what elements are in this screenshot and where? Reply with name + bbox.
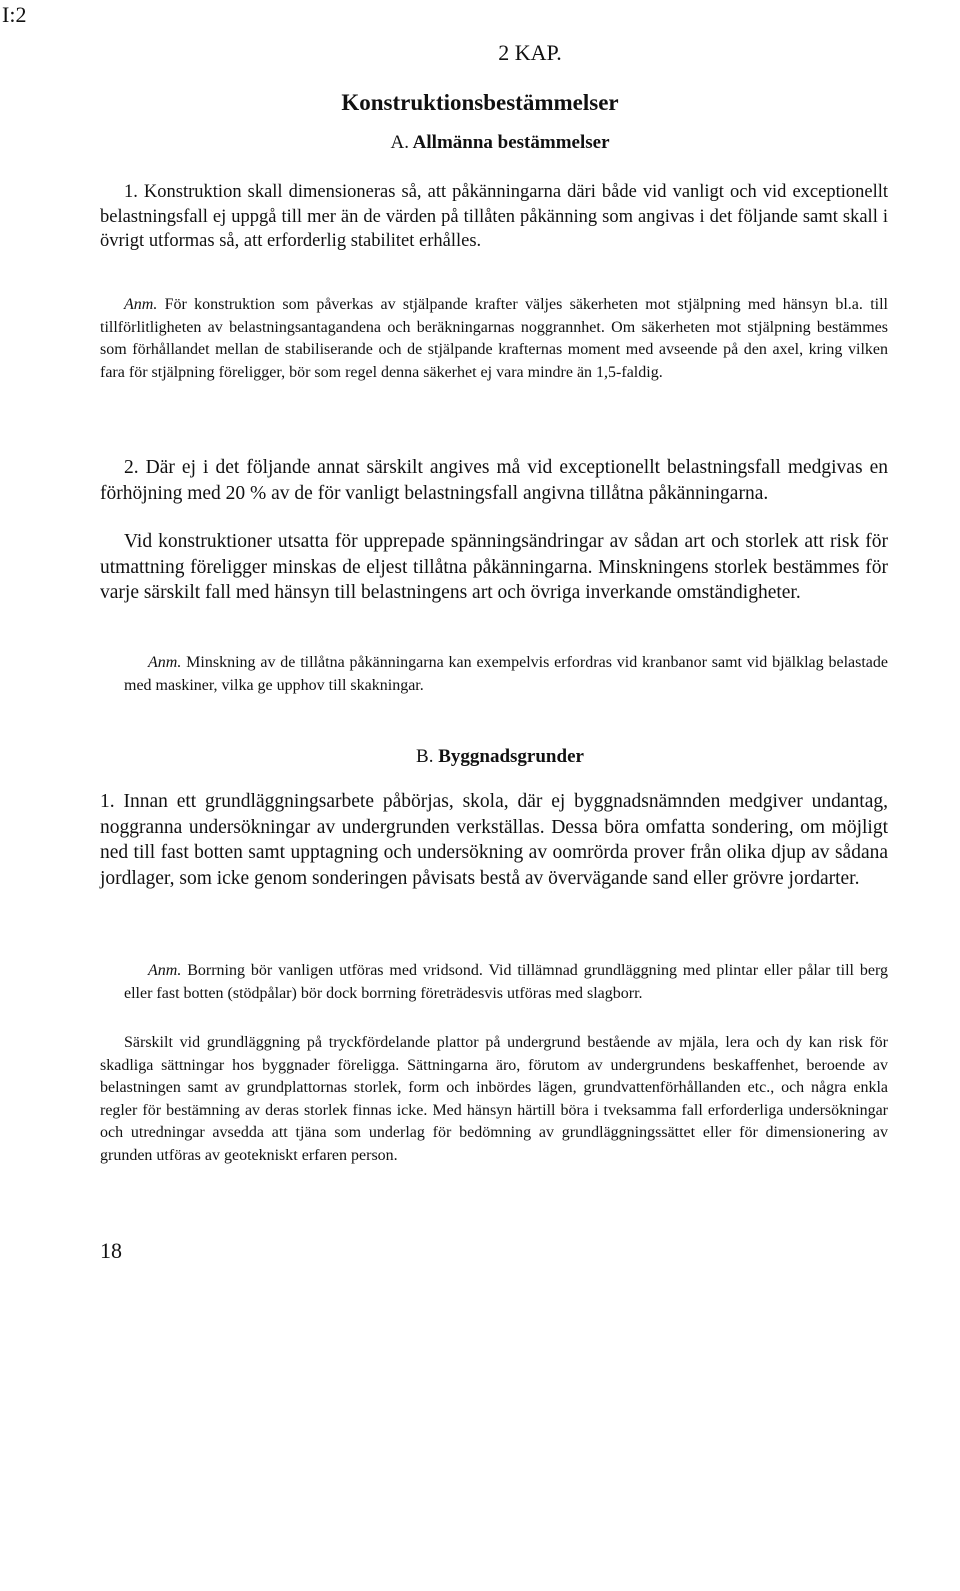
page-corner-label: I:2 <box>2 2 27 27</box>
section-b-title: Byggnadsgrunder <box>438 746 584 767</box>
note-text: Borrning bör vanligen utföras med vridsond. Vid tillämnad grundläggning med plintar eller pålar till berg eller fast botten (stödpålar) bör dock borrning företrädesvis utföras med slagborr. <box>124 962 888 1002</box>
section-a-paragraph-3: Vid konstruktioner utsatta för upprepade spänningsändringar av sådan art och storlek att risk för utmattning föreligger minskas de eljest tillåtna påkänningarna. Minskningens storlek bestämmes för varje särskilt fall med hänsyn till belastningens art och övriga inverkande omständigheter. <box>100 531 888 603</box>
section-b-note-2: Särskilt vid grundläggning på tryckfördelande plattor på undergrund bestående av mjäla, lera och dy kan risk för skadliga sättningar hos byggnader föreligga. Sättningarna äro, förutom av undergrundens beskaffenhet, beroende av belastningen samt av grundplattornas storlek, form och inbördes lägen, grundvattenförhållanden etc., och några enkla regler för bestämning av deras storlek finnas icke. Med hänsyn härtill böra i tveksamma fall erforderliga undersökningar och utredningar avsedda att tjäna som underlag för bedömning av grundläggningssättet eller för dimensionering av grunden utföras av geotekniskt erfaren person. <box>100 1034 888 1164</box>
section-b-note-1 <box>124 960 888 1005</box>
note-label: Anm. <box>124 296 158 313</box>
page-number: 18 <box>100 1238 122 1263</box>
section-a-letter: A. <box>390 132 409 153</box>
section-b-letter: B. <box>416 746 434 767</box>
section-b-heading <box>0 746 960 768</box>
chapter-heading: 2 KAP. <box>498 40 562 65</box>
page-title: Konstruktionsbestämmelser <box>341 90 619 115</box>
note-text: För konstruktion som påverkas av stjälpande krafter väljes säkerheten mot stjälpning med hänsyn bl.a. till tillförlitligheten av belastningsantagandena och beräkningarnas noggrannhet. Om säkerheten mot stjälpning bestämmes som förhållandet mellan de stabiliserande och de stjälpande krafternas moment med avseende på den axel, kring vilken fara för stjälpning föreligger, bör som regel denna säkerhet ej vara mindre än 1,5-faldig. <box>100 296 888 381</box>
note-label: Anm. <box>148 654 182 671</box>
section-a-paragraph-2: 2. Där ej i det följande annat särskilt angives må vid exceptionellt belastningsfall medgivas en förhöjning med 20 % av de för vanligt belastningsfall angivna tillåtna påkänningarna. <box>100 457 888 504</box>
section-b-paragraph-1: 1. Innan ett grundläggningsarbete påbörjas, skola, där ej byggnadsnämnden medgiver undantag, noggranna undersökningar av undergrunden verkställas. Dessa böra omfatta sondering, om möjligt ned till fast botten samt upptagning och undersökning av oomrörda prover från olika djup av sådana jordlager, som icke genom sonderingen påvisats bestå av övervägande sand eller grövre jordarter. <box>100 791 888 889</box>
note-text: Minskning av de tillåtna påkänningarna kan exempelvis erfordras vid kranbanor samt vid bjälklag belastade med maskiner, vilka ge upphov till skakningar. <box>124 654 888 694</box>
section-a-note-1 <box>100 294 888 384</box>
section-a-paragraph-1: 1. Konstruktion skall dimensioneras så, att påkänningarna däri både vid vanligt och vid exceptionellt belastningsfall ej uppgå till mer än de värden på tillåten påkänning som angivas i det följande samt skall i övrigt utformas så, att erforderlig stabilitet erhålles. <box>100 182 888 251</box>
section-a-note-2 <box>124 652 888 697</box>
note-label: Anm. <box>148 962 182 979</box>
section-a-title: Allmänna bestämmelser <box>412 132 610 153</box>
section-a-heading <box>0 132 960 154</box>
